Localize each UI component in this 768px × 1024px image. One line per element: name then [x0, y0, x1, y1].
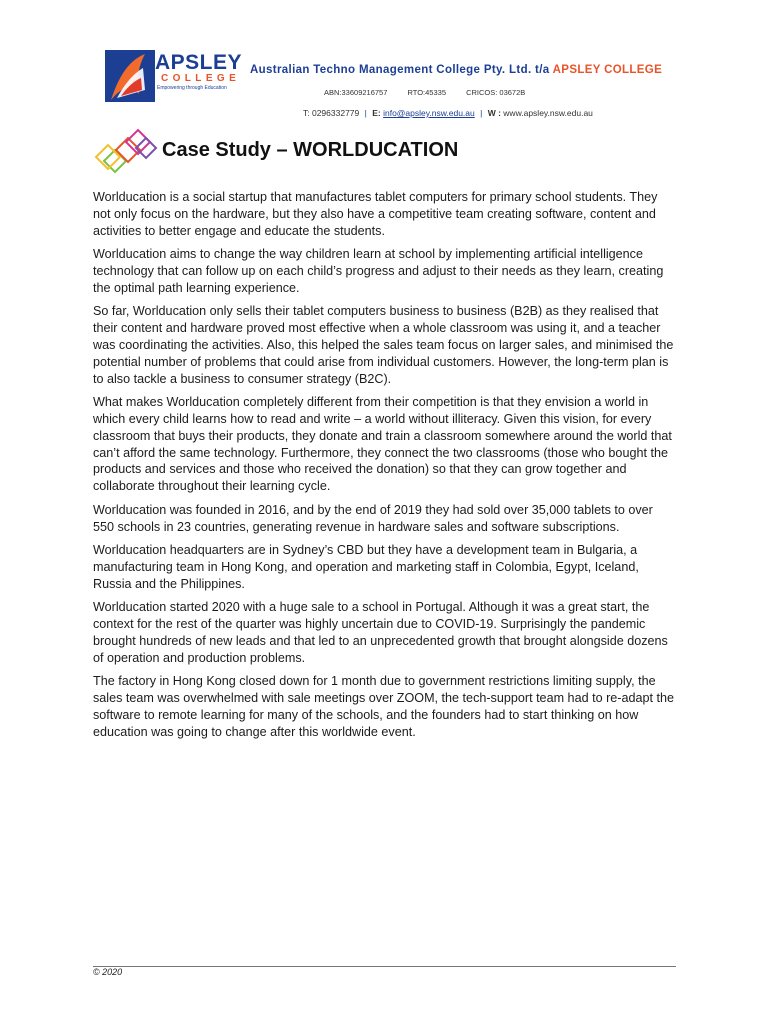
logo-subname: COLLEGE	[161, 73, 241, 84]
case-study-body	[93, 189, 677, 747]
page-title: Case Study – WORLDUCATION	[162, 139, 459, 161]
logo-tagline: Empowering through Education	[157, 85, 227, 91]
company-name	[250, 64, 662, 76]
web-link[interactable]: www.apsley.nsw.edu.au	[503, 108, 593, 118]
separator: |	[364, 108, 367, 118]
paragraph: Worlducation was founded in 2016, and by the end of 2019 they had sold over 35,000 tablets to over 550 schools in 23 countries, generating revenue in hardware sales and software subscriptions.	[93, 502, 653, 534]
company-prefix: Australian Techno Management College Pty. Ltd. t/a	[250, 64, 550, 76]
email-label: E:	[372, 108, 381, 118]
paragraph: The factory in Hong Kong closed down for 1 month due to government restrictions limiting supply, the sales team was overwhelmed with sale meetings over ZOOM, the tech-support team had to re-adapt the software to remote learning for many of the schools, and the founders had to start thinking on how education was going to change after this worldwide event.	[93, 674, 674, 739]
cricos-number: CRICOS: 03672B	[466, 88, 526, 97]
phone-number: T: 0296332779	[303, 108, 360, 118]
logo-name: APSLEY	[155, 52, 247, 74]
paragraph: So far, Worlducation only sells their tablet computers business to business (B2B) as they realised that their content and hardware proved most effective when a whole classroom was using it, and a teacher was coordinating the activities. Also, this helped the sales team focus on larger sales, and minimised the potential number of problems that could arise from individual customers. However, the long-term plan is to also tackle a business to consumer strategy (B2C).	[93, 304, 674, 386]
apsley-logo-mark-icon	[105, 50, 155, 102]
apsley-logo	[105, 50, 245, 104]
email-link[interactable]: info@apsley.nsw.edu.au	[383, 108, 475, 118]
web-label: W :	[487, 108, 501, 118]
registration-line	[324, 88, 543, 97]
paragraph: Worlducation aims to change the way children learn at school by implementing artificial intelligence technology that can follow up on each child’s progress and adjust to their needs as they learn, creating the optimal path learning experience.	[93, 247, 664, 295]
paragraph: Worlducation is a social startup that manufactures tablet computers for primary school students. They not only focus on the hardware, but they also have a competitive team creating software, content and activities to better engage and educate the students.	[93, 190, 658, 238]
separator: |	[480, 108, 483, 118]
company-brand: APSLEY COLLEGE	[552, 64, 663, 76]
paragraph: What makes Worlducation completely different from their competition is that they envision a world in which every child learns how to read and write – a world without illiteracy. Given this vision, for every classroom that buys their products, they donate and train a classroom somewhere around the world that can’t afford the same technology. Furthermore, they connect the two classrooms (those who bought the products and services and those who received the donation) so that they can grow together and collaborate throughout their learning cycle.	[93, 395, 672, 494]
footer-copyright: © 2020	[93, 967, 123, 977]
paragraph: Worlducation started 2020 with a huge sale to a school in Portugal. Although it was a great start, the context for the rest of the quarter was highly uncertain due to COVID-19. Surprisingly the pandemic brought hundreds of new leads and that led to an unprecedented growth that brought alongside dozens of operation and production problems.	[93, 600, 668, 665]
footer-divider	[93, 966, 676, 967]
rto-number: RTO:45335	[407, 88, 446, 97]
paragraph: Worlducation headquarters are in Sydney’s CBD but they have a development team in Bulgaria, a manufacturing team in Hong Kong, and operation and marketing staff in Colombia, Egypt, Iceland, Russia and the Philippines.	[93, 543, 639, 591]
diamonds-decoration-icon	[92, 128, 158, 174]
abn-number: ABN:33609216757	[324, 88, 388, 97]
contact-line	[303, 108, 593, 118]
